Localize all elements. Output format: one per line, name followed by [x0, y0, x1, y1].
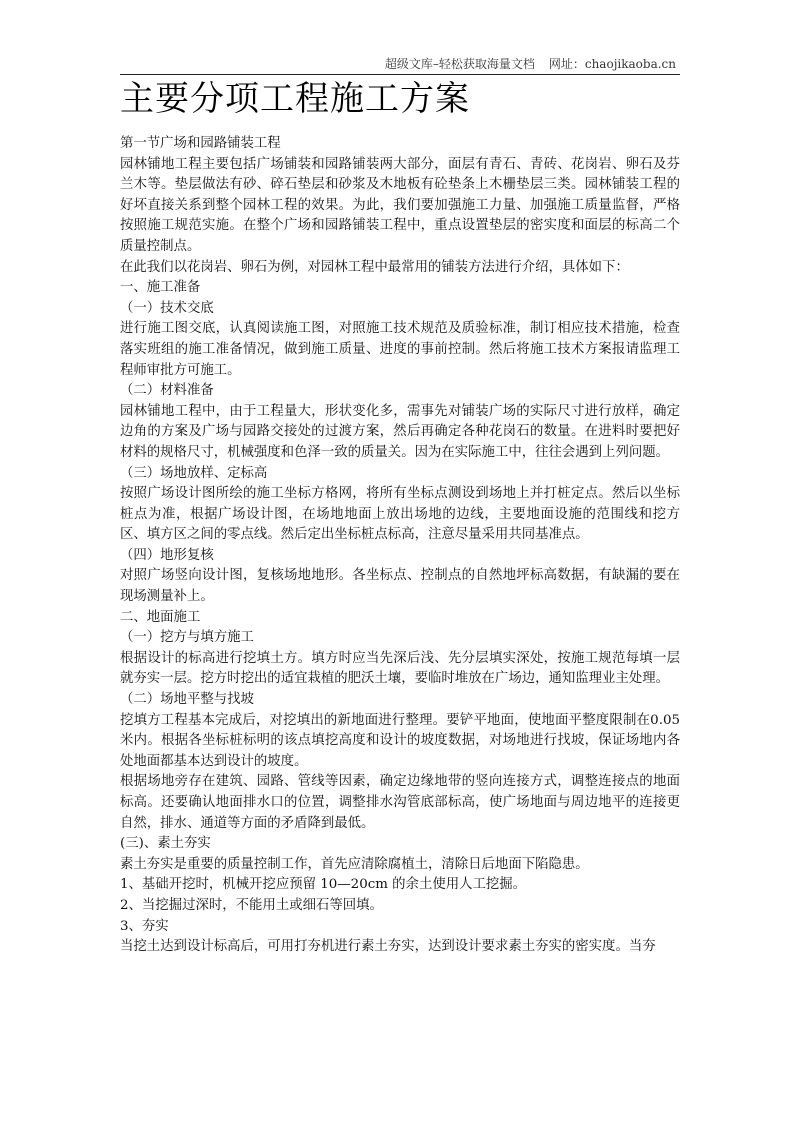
list-item: 3、夯实: [120, 918, 169, 934]
list-item: 2、当挖掘过深时，不能用土或细石等回填。: [120, 897, 383, 913]
header-site-text: 网址：chaojikaoba.cn: [548, 57, 676, 71]
page-header: [120, 55, 676, 73]
paragraph: 对照广场竖向设计图，复核场地地形。各坐标点、控制点的自然地坪标高数据，有缺漏的要在现场测量补上。: [120, 568, 680, 605]
document-body: [120, 134, 680, 958]
paragraph: 根据场地旁存在建筑、园路、管线等因素，确定边缘地带的竖向连接方式，调整连接点的地面标高。还要确认地面排水口的位置，调整排水沟管底部标高，使广场地面与周边地平的连接更自然，排水、通道等方面的矛盾降到最低。: [120, 774, 680, 831]
paragraph: 进行施工图交底，认真阅读施工图，对照施工技术规范及质验标准，制订相应技术措施，检查落实班组的施工准备情况，做到施工质量、进度的事前控制。然后将施工技术方案报请监理工程师审批方可施工。: [120, 321, 680, 378]
document-title: 主要分项工程施工方案: [120, 79, 470, 119]
section-heading: 一、施工准备: [120, 280, 201, 296]
paragraph: 按照广场设计图所绘的施工坐标方格网，将所有坐标点测设到场地上并打桩定点。然后以坐标桩点为准，根据广场设计图，在场地地面上放出场地的边线，主要地面设施的范围线和挖方区、填方区之间的零点线。然后定出坐标桩点标高，注意尽量采用共同基准点。: [120, 486, 680, 543]
paragraph: 园林铺地工程主要包括广场铺装和园路铺装两大部分，面层有青石、青砖、花岗岩、卵石及芬兰木等。垫层做法有砂、碎石垫层和砂浆及木地板有砼垫条上木栅垫层三类。园林铺装工程的好坏直接关系到整个园林工程的效果。为此，我们要加强施工力量、加强施工质量监督，严格按照施工规范实施。在整个广场和园路铺装工程中，重点设置垫层的密实度和面层的标高二个质量控制点。: [120, 156, 680, 254]
section-heading: 第一节广场和园路铺装工程: [120, 136, 281, 151]
list-item: 1、基础开挖时，机械开挖应预留 10—20cm 的余土使用人工挖掘。: [120, 877, 527, 893]
subsection-heading: （二）场地平整与找坡: [120, 692, 254, 708]
paragraph: 素土夯实是重要的质量控制工作，首先应清除腐植土，清除日后地面下陷隐患。: [120, 856, 589, 872]
header-divider: [120, 74, 680, 75]
paragraph: 当挖土达到设计标高后，可用打夯机进行素土夯实，达到设计要求素土夯实的密实度。当夯: [120, 939, 656, 955]
subsection-heading: (三)、素土夯实: [120, 836, 211, 852]
subsection-heading: （二）材料准备: [120, 383, 214, 399]
paragraph: 挖填方工程基本完成后，对挖填出的新地面进行整理。要铲平地面，使地面平整度限制在0.05 米内。根据各坐标桩标明的该点填挖高度和设计的坡度数据，对场地进行找坡，保证场地内各处地面都基本达到设计的坡度。: [120, 712, 680, 769]
paragraph: 园林铺地工程中，由于工程量大，形状变化多，需事先对铺装广场的实际尺寸进行放样，确定边角的方案及广场与园路交接处的过渡方案，然后再确定各种花岗石的数量。在进料时要把好材料的规格尺寸，机械强度和色泽一致的质量关。因为在实际施工中，往往会遇到上列问题。: [120, 403, 680, 460]
paragraph: 在此我们以花岗岩、卵石为例，对园林工程中最常用的铺装方法进行介绍，具体如下：: [120, 259, 629, 275]
subsection-heading: （一）技术交底: [120, 300, 214, 316]
section-heading: 二、地面施工: [120, 609, 201, 625]
paragraph: 根据设计的标高进行挖填土方。填方时应当先深后浅、先分层填实深处，按施工规范每填一层就夯实一层。挖方时挖出的适宜栽植的肥沃土壤，要临时堆放在广场边，通知监理业主处理。: [120, 650, 680, 687]
header-library-text: 超级文库–轻松获取海量文档: [384, 57, 535, 71]
subsection-heading: （三）场地放样、定标高: [120, 465, 268, 481]
subsection-heading: （一）挖方与填方施工: [120, 630, 254, 646]
subsection-heading: （四）地形复核: [120, 547, 214, 563]
